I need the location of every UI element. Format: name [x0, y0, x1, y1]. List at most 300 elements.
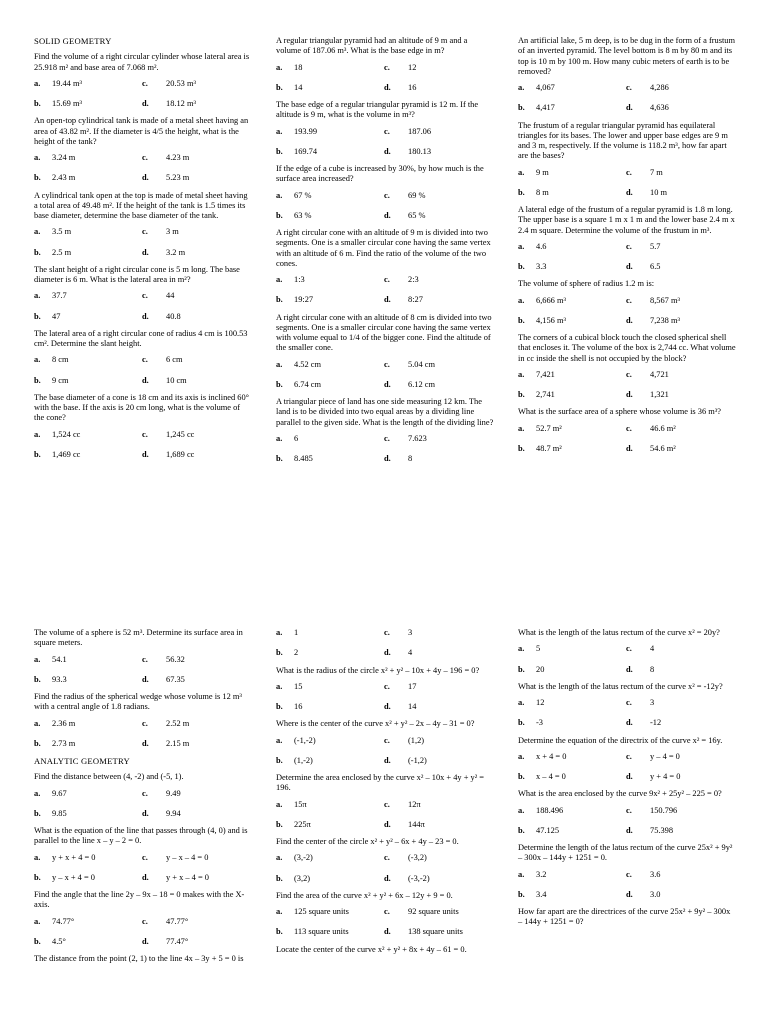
- option-c: 8,567 m³: [650, 295, 680, 305]
- option-label: d.: [142, 375, 149, 385]
- option-label: d.: [384, 295, 391, 305]
- question-text: What is the radius of the circle x² + y² – 10x + 4y – 196 = 0?: [276, 665, 480, 675]
- option-d: 4: [408, 648, 413, 658]
- option-label: c.: [384, 853, 390, 863]
- question: [34, 954, 252, 964]
- answer-options: [518, 752, 736, 783]
- option-d: (-3,-2): [408, 873, 430, 883]
- question: [518, 407, 736, 454]
- option-label: c.: [384, 681, 390, 691]
- section-title: ANALYTIC GEOMETRY: [34, 756, 130, 766]
- option-a: 188.496: [536, 805, 564, 815]
- answer-options: [276, 275, 494, 306]
- option-b: 63 %: [294, 210, 312, 220]
- option-d: 10 m: [650, 187, 667, 197]
- question-text: A cylindrical tank open at the top is made of metal sheet having a total area of 49.48 m². If the height of the tank is 1.5 times its base diameter, determine the base diameter of the tank.: [34, 190, 248, 221]
- option-label: c.: [384, 62, 390, 72]
- answer-options: [276, 628, 494, 659]
- option-d: y + 4 = 0: [650, 772, 681, 781]
- section-title: SOLID GEOMETRY: [34, 36, 112, 46]
- option-b: (3,2): [294, 873, 311, 883]
- option-label: d.: [626, 825, 633, 835]
- option-label: d.: [626, 315, 633, 325]
- option-label: c.: [384, 799, 390, 809]
- option-label: a.: [34, 355, 41, 365]
- option-b: 8.485: [294, 454, 313, 463]
- option-label: c.: [142, 718, 148, 728]
- answer-options: [276, 63, 494, 94]
- question: [518, 682, 736, 729]
- option-d: 5.23 m: [166, 173, 190, 183]
- option-b: 16: [294, 702, 303, 711]
- option-c: 47.77°: [166, 916, 189, 926]
- option-a: 54.1: [52, 654, 67, 664]
- option-label: a.: [276, 359, 283, 369]
- answer-options: [34, 719, 252, 750]
- answer-options: [276, 127, 494, 158]
- question-text: An artificial lake, 5 m deep, is to be dug in the form of a frustum of an inverted pyramid. The level bottom is 8 m by 80 m and its top is 10 m by 100 m. How many cubic meters of earth is to be removed?: [518, 36, 735, 76]
- option-b: 15.69 m³: [52, 99, 82, 109]
- answer-options: [518, 424, 736, 455]
- question-text: Find the distance between (4, -2) and (-5, 1).: [34, 772, 184, 782]
- option-a: 3.24 m: [52, 153, 76, 163]
- option-label: d.: [142, 247, 149, 257]
- option-a: 125 square units: [294, 907, 349, 916]
- option-c: 92 square units: [408, 907, 459, 916]
- question-text: Find the radius of the spherical wedge whose volume is 12 m³ with a central angle of 1.8 radians.: [34, 692, 242, 712]
- option-a: 3.5 m: [52, 227, 72, 237]
- question: [276, 891, 494, 938]
- option-label: a.: [34, 153, 41, 163]
- answer-options: [34, 79, 252, 110]
- option-label: a.: [518, 369, 525, 379]
- question-text: A regular triangular pyramid had an altitude of 9 m and a volume of 187.06 m³. What is the base edge in m?: [276, 36, 468, 56]
- option-label: b.: [276, 927, 283, 937]
- answer-options: [276, 360, 494, 391]
- option-b: -3: [536, 718, 543, 728]
- option-d: 77.47°: [166, 936, 189, 946]
- question: [34, 890, 252, 947]
- question: [276, 628, 494, 659]
- question-text: Determine the equation of the directrix of the curve x² = 16y.: [518, 735, 723, 745]
- answer-options: [518, 168, 736, 199]
- option-label: a.: [518, 241, 525, 251]
- option-d: 8:27: [408, 295, 423, 305]
- option-d: 16: [408, 82, 417, 92]
- option-c: 5.7: [650, 241, 661, 251]
- option-b: 1,469 cc: [52, 449, 81, 459]
- option-d: 10 cm: [166, 375, 187, 385]
- option-label: b.: [518, 262, 525, 271]
- option-label: c.: [384, 126, 390, 136]
- option-b: 2: [294, 648, 299, 658]
- option-a: 15π: [294, 799, 307, 809]
- option-c: 5.04 cm: [408, 359, 435, 369]
- question-text: An open-top cylindrical tank is made of a metal sheet having an area of 43.82 m². If the diameter is 4/5 the height, what is the height of the tank?: [34, 116, 249, 146]
- option-label: d.: [626, 262, 633, 271]
- option-label: a.: [518, 83, 525, 92]
- option-label: a.: [34, 788, 41, 798]
- option-label: a.: [34, 291, 41, 301]
- option-label: d.: [142, 99, 149, 109]
- option-label: b.: [518, 443, 525, 453]
- option-d: 138 square units: [408, 927, 463, 937]
- column-top-3: [518, 36, 736, 461]
- option-label: c.: [626, 869, 632, 879]
- option-label: a.: [518, 698, 525, 707]
- option-a: (3,-2): [294, 853, 313, 863]
- option-c: 46.6 m²: [650, 423, 676, 433]
- option-b: 48.7 m²: [536, 443, 562, 453]
- option-label: a.: [276, 433, 283, 443]
- option-label: d.: [142, 449, 149, 459]
- option-b: y – x + 4 = 0: [52, 872, 95, 882]
- option-d: 40.8: [166, 311, 181, 321]
- question-text: The slant height of a right circular cone is 5 m long. The base diameter is 6 m. What is the lateral area in m²?: [34, 264, 240, 285]
- option-b: 93.3: [52, 674, 67, 684]
- option-c: 150.796: [650, 805, 678, 815]
- option-label: d.: [142, 936, 149, 946]
- answer-options: [34, 153, 252, 184]
- question: [276, 228, 494, 306]
- question-text: Determine the length of the latus rectum of the curve 25x² + 9y² – 300x – 144y + 1251 = 0.: [518, 843, 733, 863]
- option-label: b.: [34, 674, 41, 684]
- question-text: The frustum of a regular triangular pyramid has equilateral triangles for its bases. The lower and upper base edges are 9 m and 3 m, respectively. If the volume is 118.2 m³, how far apart are the bases?: [518, 120, 728, 161]
- question: [276, 666, 494, 713]
- answer-options: [34, 853, 252, 884]
- option-label: c.: [626, 644, 632, 654]
- option-c: 17: [408, 681, 417, 691]
- option-b: 47: [52, 311, 61, 321]
- option-label: c.: [626, 423, 632, 433]
- option-label: b.: [34, 936, 41, 946]
- question-text: What is the area enclosed by the curve 9x² + 25y² – 225 = 0?: [518, 789, 722, 799]
- option-c: 187.06: [408, 126, 432, 136]
- option-b: 225π: [294, 819, 311, 829]
- option-c: (1,2): [408, 735, 425, 745]
- answer-options: [276, 682, 494, 713]
- option-a: (-1,-2): [294, 735, 316, 745]
- column-bottom-2: [276, 628, 494, 962]
- option-label: a.: [34, 852, 41, 862]
- option-label: c.: [384, 359, 390, 369]
- option-label: d.: [384, 648, 391, 658]
- question-text: Where is the center of the curve x² + y² – 2x – 4y – 31 = 0?: [276, 719, 475, 729]
- answer-options: [276, 736, 494, 767]
- option-a: 6,666 m³: [536, 295, 566, 305]
- question: [276, 837, 494, 884]
- column-bottom-3: [518, 628, 736, 935]
- option-label: b.: [276, 146, 283, 156]
- option-label: a.: [276, 799, 283, 809]
- question-text: A lateral edge of the frustum of a regular pyramid is 1.8 m long. The upper base is a square 1 m x 1 m and the lower base 2.4 m x 2.4 m square. Determine the volume of the frustum in m³.: [518, 205, 735, 235]
- option-label: d.: [142, 738, 149, 748]
- option-a: 3.2: [536, 869, 547, 879]
- answer-options: [518, 242, 736, 273]
- option-b: (1,-2): [294, 755, 313, 765]
- option-a: 18: [294, 62, 303, 72]
- option-label: b.: [34, 872, 41, 882]
- option-b: 113 square units: [294, 927, 349, 937]
- question: [276, 719, 494, 766]
- option-b: 9 cm: [52, 375, 69, 385]
- option-c: 3 m: [166, 227, 179, 237]
- option-label: b.: [276, 648, 283, 658]
- option-c: 44: [166, 291, 175, 301]
- option-c: 12π: [408, 799, 421, 809]
- option-d: 9.94: [166, 808, 181, 818]
- question: [34, 116, 252, 183]
- option-label: a.: [518, 869, 525, 879]
- option-c: 2.52 m: [166, 718, 190, 728]
- option-label: d.: [384, 146, 391, 156]
- question-text: Locate the center of the curve x² + y² + 8x + 4y – 61 = 0.: [276, 944, 467, 954]
- option-label: d.: [626, 772, 633, 781]
- option-label: c.: [626, 83, 632, 92]
- question: [518, 121, 736, 199]
- option-label: b.: [276, 819, 283, 829]
- option-d: 4,636: [650, 103, 669, 113]
- option-label: b.: [276, 82, 283, 92]
- option-c: 3: [408, 628, 413, 637]
- question-text: Determine the area enclosed by the curve x² – 10x + 4y + y² = 196.: [276, 773, 485, 793]
- answer-options: [518, 698, 736, 729]
- option-label: c.: [626, 369, 632, 379]
- option-label: d.: [384, 210, 391, 220]
- option-d: 2.15 m: [166, 738, 190, 748]
- option-label: a.: [34, 654, 41, 664]
- option-a: 6: [294, 433, 299, 443]
- option-label: a.: [276, 907, 283, 916]
- option-label: c.: [142, 429, 148, 439]
- option-c: 2:3: [408, 275, 419, 284]
- option-b: 2,741: [536, 390, 555, 399]
- option-b: x – 4 = 0: [536, 772, 566, 781]
- answer-options: [518, 644, 736, 675]
- option-c: 20.53 m³: [166, 78, 196, 88]
- option-c: 4: [650, 644, 655, 654]
- question: [276, 100, 494, 157]
- answer-options: [518, 296, 736, 327]
- option-label: b.: [34, 247, 41, 257]
- option-b: 14: [294, 82, 303, 92]
- option-label: b.: [276, 873, 283, 883]
- question-text: What is the surface area of a sphere whose volume is 36 m³?: [518, 407, 721, 417]
- answer-options: [34, 917, 252, 948]
- question: [276, 945, 494, 955]
- option-label: d.: [384, 454, 391, 463]
- question-text: Find the volume of a right circular cylinder whose lateral area is 25.918 m² and base area of 7.068 m².: [34, 52, 250, 72]
- option-a: 1: [294, 628, 299, 637]
- option-label: d.: [142, 808, 149, 818]
- option-label: b.: [34, 173, 41, 183]
- option-label: b.: [518, 103, 525, 113]
- option-b: 4.5°: [52, 936, 66, 946]
- option-label: c.: [626, 805, 632, 815]
- option-c: 4,286: [650, 83, 669, 92]
- option-label: b.: [518, 718, 525, 728]
- option-label: a.: [34, 916, 41, 926]
- option-label: a.: [276, 681, 283, 691]
- option-d: 180.13: [408, 146, 432, 156]
- option-d: 18.12 m³: [166, 99, 196, 109]
- option-d: 75.398: [650, 825, 674, 835]
- option-b: 2.5 m: [52, 247, 72, 257]
- option-label: d.: [384, 82, 391, 92]
- option-label: c.: [384, 735, 390, 745]
- answer-options: [518, 83, 736, 114]
- option-label: c.: [626, 167, 632, 177]
- option-label: b.: [276, 379, 283, 389]
- option-b: 19:27: [294, 295, 314, 305]
- answer-options: [34, 355, 252, 386]
- option-c: 12: [408, 62, 417, 72]
- option-label: b.: [276, 295, 283, 305]
- option-label: b.: [276, 702, 283, 711]
- answer-options: [34, 655, 252, 686]
- option-b: 3.3: [536, 262, 547, 271]
- option-label: a.: [276, 275, 283, 284]
- option-label: c.: [626, 751, 632, 761]
- option-c: y – x – 4 = 0: [166, 852, 209, 862]
- option-label: c.: [142, 916, 148, 926]
- question-text: What is the length of the latus rectum of the curve x² = -12y?: [518, 681, 723, 691]
- option-c: 3: [650, 698, 655, 707]
- option-b: 8 m: [536, 187, 549, 197]
- option-a: x + 4 = 0: [536, 751, 567, 761]
- question-text: What is the length of the latus rectum of the curve x² = 20y?: [518, 628, 720, 637]
- option-d: 8: [408, 454, 413, 463]
- option-label: a.: [34, 718, 41, 728]
- option-a: 12: [536, 698, 545, 707]
- question: [276, 36, 494, 93]
- option-d: 67.35: [166, 674, 185, 684]
- question-text: The base edge of a regular triangular pyramid is 12 m. If the altitude is 9 m, what is the volume in m³?: [276, 100, 479, 120]
- option-a: 2.36 m: [52, 718, 76, 728]
- option-label: c.: [384, 907, 390, 916]
- option-label: c.: [142, 355, 148, 365]
- option-d: y + x – 4 = 0: [166, 872, 209, 882]
- option-d: 3.0: [650, 889, 661, 899]
- option-label: a.: [34, 78, 41, 88]
- option-b: 20: [536, 664, 545, 674]
- option-a: 7,421: [536, 369, 555, 379]
- option-label: c.: [142, 852, 148, 862]
- answer-options: [34, 227, 252, 258]
- option-label: a.: [276, 735, 283, 745]
- option-b: 2.73 m: [52, 738, 76, 748]
- column-top-1: [34, 36, 252, 467]
- option-b: 4,417: [536, 103, 555, 113]
- option-a: 4.6: [536, 241, 547, 251]
- option-label: b.: [276, 454, 283, 463]
- option-label: b.: [518, 390, 525, 399]
- option-a: 1:3: [294, 275, 305, 284]
- question: [34, 52, 252, 109]
- option-d: 3.2 m: [166, 247, 186, 257]
- question: [276, 164, 494, 221]
- option-a: 19.44 m³: [52, 78, 82, 88]
- option-label: d.: [384, 873, 391, 883]
- option-label: c.: [142, 291, 148, 301]
- answer-options: [276, 191, 494, 222]
- question-text: Find the angle that the line 2y – 9x – 18 = 0 makes with the X-axis.: [34, 890, 245, 910]
- option-label: a.: [276, 190, 283, 200]
- question-text: If the edge of a cube is increased by 30%, by how much is the surface area increased?: [276, 164, 484, 184]
- option-label: c.: [626, 698, 632, 707]
- option-a: 4,067: [536, 83, 555, 92]
- question-text: The distance from the point (2, 1) to the line 4x – 3y + 5 = 0 is: [34, 954, 244, 964]
- option-d: 6.5: [650, 262, 661, 271]
- option-b: 47.125: [536, 825, 560, 835]
- answer-options: [34, 291, 252, 322]
- option-b: 9.85: [52, 808, 67, 818]
- option-label: b.: [34, 311, 41, 321]
- option-label: d.: [142, 173, 149, 183]
- option-label: b.: [34, 449, 41, 459]
- option-a: 193.99: [294, 126, 318, 136]
- question-text: The volume of a sphere is 52 m³. Determine its surface area in square meters.: [34, 628, 243, 648]
- question-text: The base diameter of a cone is 18 cm and its axis is inclined 60° with the base. If the axis is 20 cm long, what is the volume of the cone?: [34, 392, 249, 423]
- question-text: What is the equation of the line that passes through (4, 0) and is parallel to the line x – y – 2 = 0.: [34, 826, 248, 846]
- option-label: a.: [276, 853, 283, 863]
- option-label: d.: [626, 889, 633, 899]
- option-label: c.: [142, 78, 148, 88]
- option-label: b.: [518, 187, 525, 197]
- option-label: a.: [518, 644, 525, 654]
- option-a: 37.7: [52, 291, 67, 301]
- question-text: The lateral area of a right circular cone of radius 4 cm is 100.53 cm². Determine the slant height.: [34, 328, 248, 349]
- option-c: (-3,2): [408, 853, 427, 863]
- option-c: 9.49: [166, 788, 181, 798]
- question: [518, 628, 736, 675]
- option-label: d.: [384, 927, 391, 937]
- option-label: a.: [518, 423, 525, 433]
- option-c: 69 %: [408, 190, 426, 200]
- option-label: d.: [384, 379, 391, 389]
- option-b: 4,156 m³: [536, 315, 566, 325]
- option-c: 6 cm: [166, 355, 183, 365]
- question-text: The volume of sphere of radius 1.2 m is:: [518, 279, 655, 289]
- option-label: c.: [142, 153, 148, 163]
- answer-options: [34, 430, 252, 461]
- option-label: a.: [276, 126, 283, 136]
- option-label: b.: [518, 889, 525, 899]
- option-d: 1,689 cc: [166, 449, 195, 459]
- option-label: d.: [142, 674, 149, 684]
- question-text: A right circular cone with an altitude of 8 cm is divided into two segments. One is a smaller circular cone having the same vertex with volume equal to 1/4 of the bigger cone. Find the altitude of the smaller cone.: [276, 312, 492, 353]
- option-a: 52.7 m²: [536, 423, 562, 433]
- question: [518, 843, 736, 900]
- option-label: a.: [276, 62, 283, 72]
- option-c: 4.23 m: [166, 153, 190, 163]
- option-a: 8 cm: [52, 355, 69, 365]
- option-label: a.: [34, 227, 41, 237]
- question-text: Find the area of the curve x² + y² + 6x – 12y + 9 = 0.: [276, 890, 453, 900]
- option-a: y + x + 4 = 0: [52, 852, 96, 862]
- question: [34, 772, 252, 819]
- option-a: 15: [294, 681, 303, 691]
- option-b: 169.74: [294, 146, 318, 156]
- option-label: d.: [626, 187, 633, 197]
- option-label: d.: [626, 664, 633, 674]
- option-c: 7 m: [650, 167, 663, 177]
- option-label: a.: [34, 429, 41, 439]
- option-label: c.: [384, 433, 390, 443]
- answer-options: [34, 789, 252, 820]
- question: [34, 628, 252, 685]
- option-label: b.: [518, 825, 525, 835]
